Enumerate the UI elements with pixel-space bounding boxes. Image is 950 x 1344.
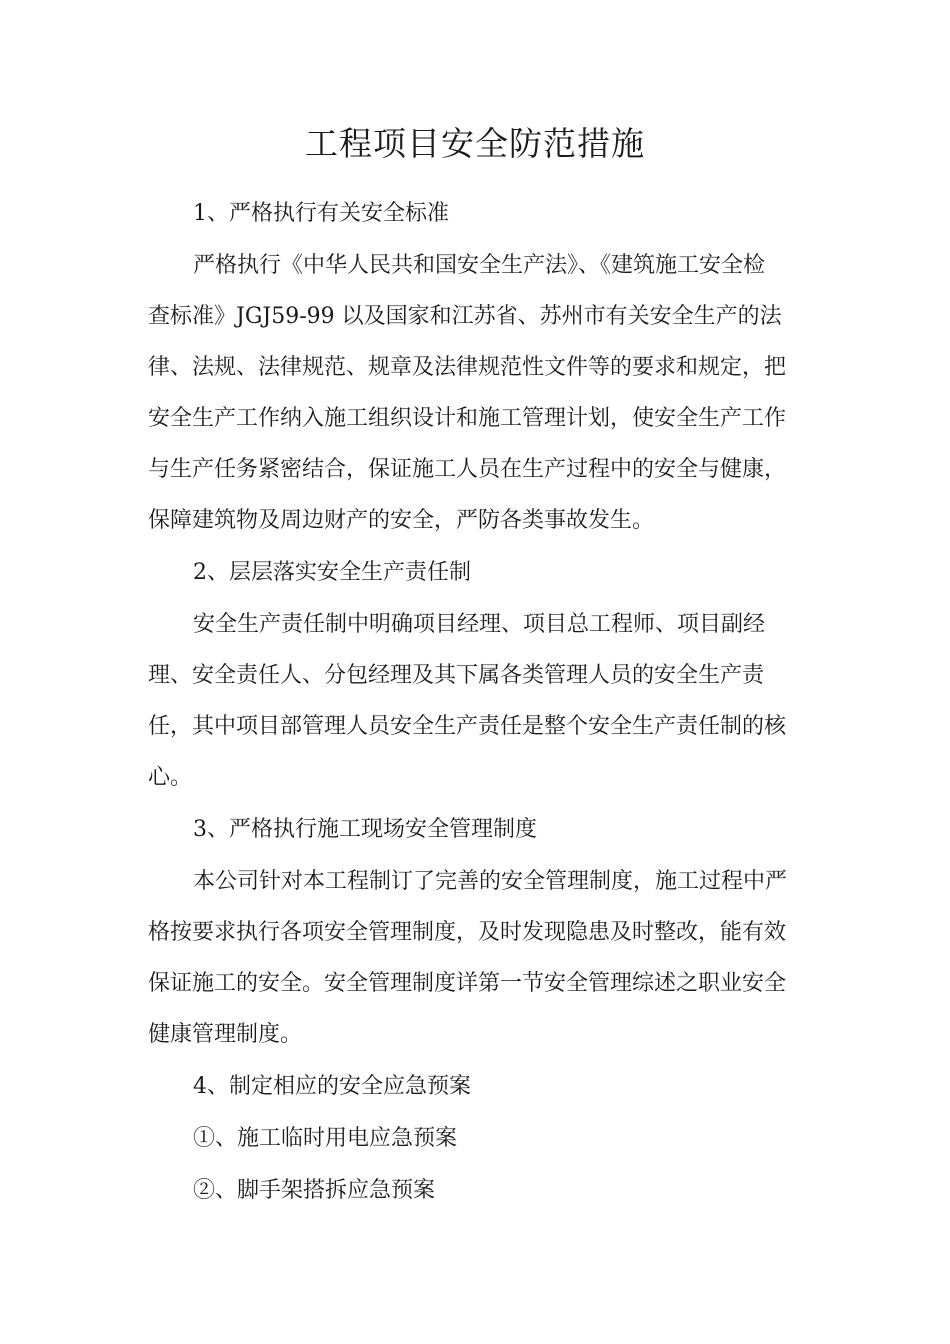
section-3-line-3: 保证施工的安全。安全管理制度详第一节安全管理综述之职业安全 bbox=[148, 971, 787, 996]
section-2-line-4: 心。 bbox=[148, 765, 193, 790]
section-1-heading: 1、严格执行有关安全标准 bbox=[193, 201, 449, 226]
section-3-heading: 3、严格执行施工现场安全管理制度 bbox=[193, 817, 537, 842]
section-1-line-2: 查标准》JGJ59-99 以及国家和江苏省、苏州市有关安全生产的法 bbox=[148, 304, 782, 329]
section-1-line-3: 律、法规、法律规范、规章及法律规范性文件等的要求和规定，把 bbox=[148, 355, 787, 380]
section-2-line-3: 任，其中项目部管理人员安全生产责任是整个安全生产责任制的核 bbox=[148, 714, 787, 739]
section-4-heading: 4、制定相应的安全应急预案 bbox=[193, 1074, 471, 1099]
section-1-line-6: 保障建筑物及周边财产的安全，严防各类事故发生。 bbox=[148, 508, 655, 533]
section-1-line-1: 严格执行《中华人民共和国安全生产法》、《建筑施工安全检 bbox=[193, 253, 766, 278]
document-title: 工程项目安全防范措施 bbox=[305, 124, 645, 163]
section-4-item-1: ①、施工临时用电应急预案 bbox=[193, 1126, 458, 1151]
section-1-line-5: 与生产任务紧密结合，保证施工人员在生产过程中的安全与健康， bbox=[148, 457, 787, 482]
section-4-item-2: ②、脚手架搭拆应急预案 bbox=[193, 1178, 436, 1203]
section-3-line-1: 本公司针对本工程制订了完善的安全管理制度，施工过程中严 bbox=[193, 869, 788, 894]
section-2-heading: 2、层层落实安全生产责任制 bbox=[193, 560, 471, 585]
section-2-line-1: 安全生产责任制中明确项目经理、项目总工程师、项目副经 bbox=[193, 612, 766, 637]
section-3-line-2: 格按要求执行各项安全管理制度，及时发现隐患及时整改，能有效 bbox=[148, 920, 787, 945]
section-1-line-4: 安全生产工作纳入施工组织设计和施工管理计划，使安全生产工作 bbox=[148, 406, 787, 431]
section-2-line-2: 理、安全责任人、分包经理及其下属各类管理人员的安全生产责 bbox=[148, 663, 765, 688]
section-3-line-4: 健康管理制度。 bbox=[148, 1022, 303, 1047]
